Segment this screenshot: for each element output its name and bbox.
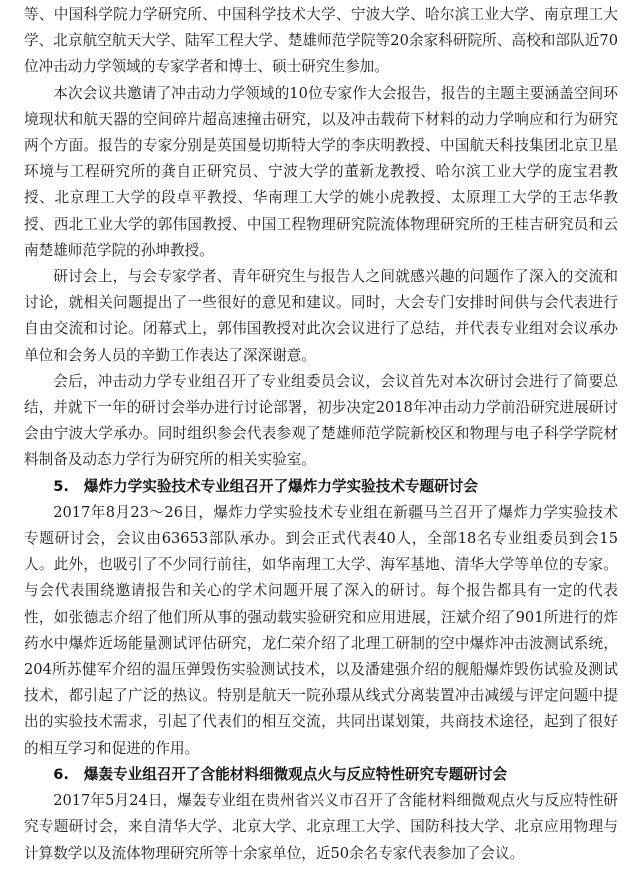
section-heading-6 [24, 762, 618, 788]
paragraph-discussion: 研讨会上，与会专家学者、青年研究生与报告人之间就感兴趣的问题作了深入的交流和讨论，就相关问题提出了一些很好的意见和建议。同时，大会专门安排时间供与会代表进行自由交流和讨论。闭幕式上，郭伟国教授对此次会议进行了总结，并代表专业组对会议承办单位和会务人员的辛勤工作表达了深深谢意。 [24, 268, 618, 364]
section-title: 爆炸力学实验技术专业组召开了爆炸力学实验技术专题研讨会 [83, 477, 478, 495]
section-heading-5 [24, 474, 618, 500]
section-number: 5. [53, 477, 69, 495]
paragraph-detonation-seminar: 2017年5月24日，爆轰专业组在贵州省兴义市召开了含能材料细微观点火与反应特性研究专题研讨会，来自清华大学、北京大学、北京理工大学、国防科技大学、北京应用物理与计算数学以及流体物理研究所等十余家单位，近50余名专家代表参加了会议。 [24, 792, 618, 862]
section-number: 6. [53, 765, 69, 783]
paragraph-explosion-experiment-seminar: 2017年8月23～26日，爆炸力学实验技术专业组在新疆马兰召开了爆炸力学实验技术专题研讨会，会议由63653部队承办。到会正式代表40人，全部18名专业组委员到会15人。此外，也吸引了不少同行前往，如华南理工大学、海军基地、清华大学等单位的专家。与会代表围绕邀请报告和关心的学术问题开展了深入的研讨。每个报告都具有一定的代表性，如张德志介绍了他们所从事的强动载实验研究和应用进展，汪斌介绍了901所进行的炸药水中爆炸近场能量测试评估研究，龙仁荣介绍了北理工研制的空中爆炸冲击波测试系统，204所苏健军介绍的温压弹毁伤实验测试技术，以及潘建强介绍的舰船爆炸毁伤试验及测试技术，都引起了广泛的热议。特别是航天一院孙璟从线式分离装置冲击减缓与评定问题中提出的实验技术需求，引起了代表们的相互交流，共同出谋划策，共商技术途径，起到了很好的相互学习和促进的作用。 [24, 503, 618, 757]
section-title: 爆轰专业组召开了含能材料细微观点火与反应特性研究专题研讨会 [83, 765, 508, 783]
paragraph-continued-participants: 等、中国科学院力学研究所、中国科学技术大学、宁波大学、哈尔滨工业大学、南京理工大学、北京航空航天大学、陆军工程大学、楚雄师范学院等20余家科研院所、高校和部队近70位冲击动力学领域的专家学者和博士、硕士研究生参加。 [24, 6, 618, 76]
paragraph-invited-reports: 本次会议共邀请了冲击动力学领域的10位专家作大会报告，报告的主题主要涵盖空间环境现状和航天器的空间碎片超高速撞击研究，以及冲击载荷下材料的动力学响应和行为研究两个方面。报告的专家分别是英国曼切斯特大学的李庆明教授、中国航天科技集团北京卫星环境与工程研究所的龚自正研究员、宁波大学的董新龙教授、哈尔滨工业大学的庞宝君教授、北京理工大学的段卓平教授、华南理工大学的姚小虎教授、太原理工大学的王志华教授、西北工业大学的郭伟国教授、中国工程物理研究院流体物理研究所的王桂吉研究员和云南楚雄师范学院的孙坤教授。 [24, 84, 618, 259]
paragraph-committee-meeting: 会后，冲击动力学专业组召开了专业组委员会议，会议首先对本次研讨会进行了简要总结，并就下一年的研讨会举办进行讨论部署，初步决定2018年冲击动力学前沿研究进展研讨会由宁波大学承办。同时组织参会代表参观了楚雄师范学院新校区和物理与电子科学学院材料制备及动态力学行为研究所的相关实验室。 [24, 372, 618, 469]
